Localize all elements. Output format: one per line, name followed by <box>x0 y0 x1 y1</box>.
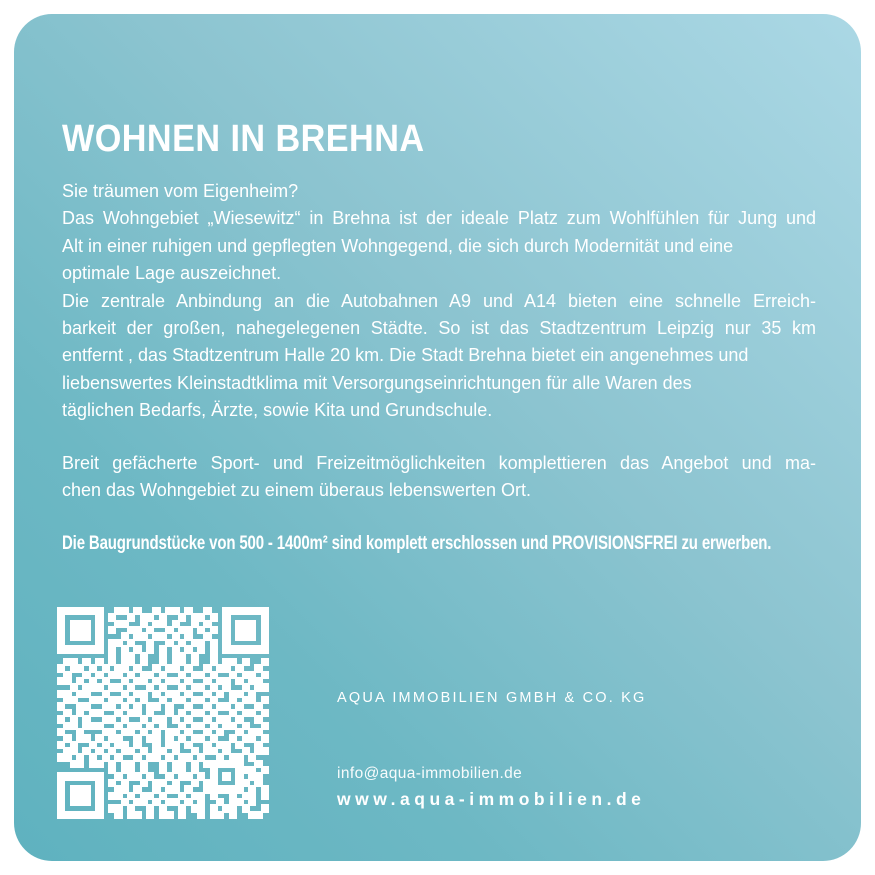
body-text <box>62 178 816 558</box>
body-line: Breit gefächerte Sport- und Freizeitmöglichkeiten komplettieren das Angebot und ma- <box>62 452 816 473</box>
intro-line: Sie träumen vom Eigenheim? <box>62 181 299 201</box>
body-line: barkeit der großen, nahegelegenen Städte. So ist das Stadtzentrum Leipzig nur 35 km <box>62 318 816 339</box>
body-line: Die zentrale Anbindung an die Autobahnen A9 und A14 bieten eine schnelle Erreich- <box>62 290 816 311</box>
body-line: chen das Wohngebiet zu einem überaus lebenswerten Ort. <box>62 480 531 501</box>
page-title <box>62 118 465 161</box>
body-line: täglichen Bedarfs, Ärzte, sowie Kita und Grundschule. <box>62 400 493 421</box>
flyer-card <box>14 14 861 861</box>
body-line: liebenswertes Kleinstadtklima mit Versorgungseinrichtungen für alle Waren des <box>62 372 692 393</box>
body-line: optimale Lage auszeichnet. <box>62 263 282 284</box>
website-url: www.aqua-immobilien.de <box>337 789 646 809</box>
body-line: entfernt , das Stadtzentrum Halle 20 km. Die Stadt Brehna bietet ein angenehmes und <box>62 345 749 366</box>
qr-code <box>58 608 268 818</box>
highlight-note-text: Die Baugrundstücke von 500 - 1400m² sind komplett erschlossen und PROVISIONSFREI zu erwerben. <box>62 533 772 555</box>
highlight-note <box>62 530 816 557</box>
company-name: AQUA IMMOBILIEN GMBH & CO. KG <box>337 690 647 706</box>
page-title-text: WOHNEN IN BREHNA <box>62 118 425 161</box>
email-address: info@aqua-immobilien.de <box>337 765 523 782</box>
body-line: Das Wohngebiet „Wiesewitz“ in Brehna ist der ideale Platz zum Wohlfühlen für Jung und <box>62 208 816 229</box>
body-line: Alt in einer ruhigen und gepflegten Wohngegend, die sich durch Modernität und eine <box>62 235 734 256</box>
